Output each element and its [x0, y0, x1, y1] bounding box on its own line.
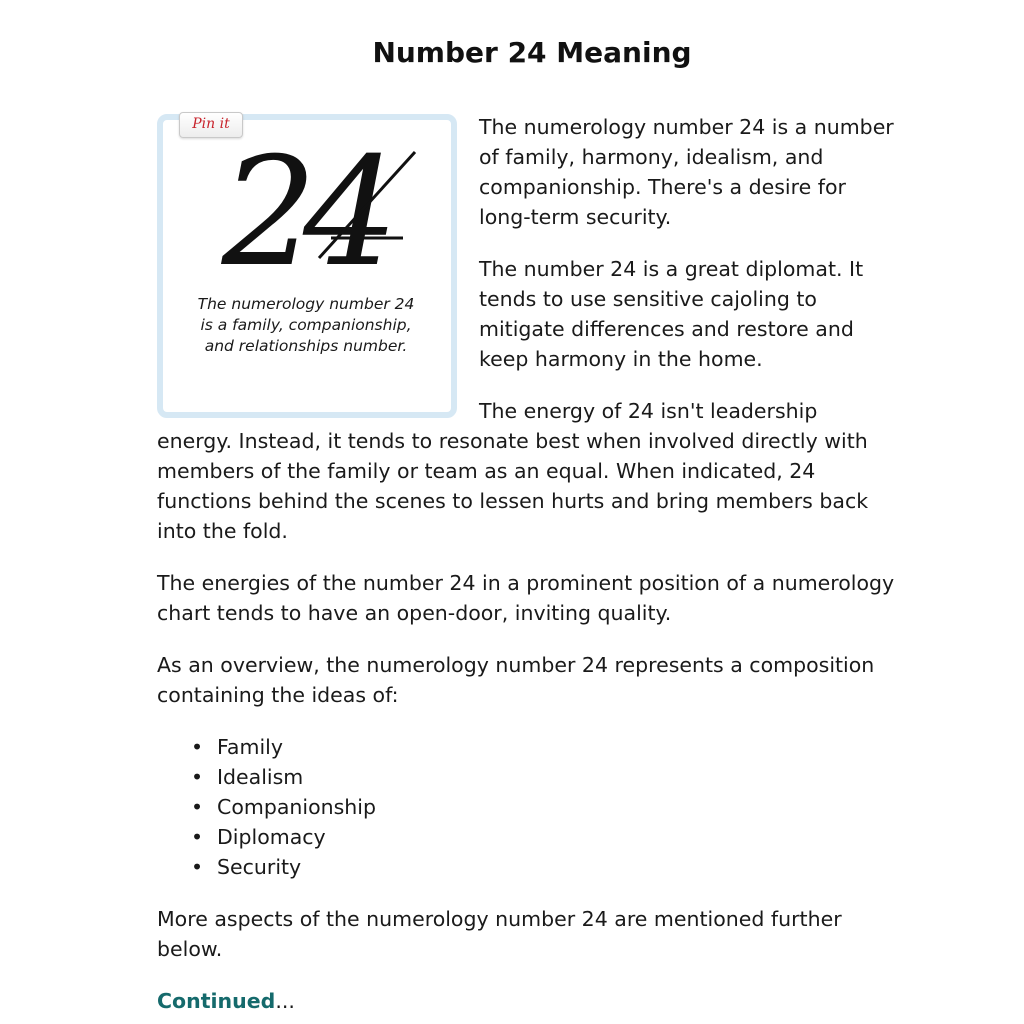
bullet-icon: • [191, 855, 204, 879]
list-item [191, 852, 897, 882]
list-item-label: Diplomacy [217, 825, 326, 849]
list-item-label: Idealism [217, 765, 304, 789]
list-item-label: Family [217, 735, 283, 759]
article-body [157, 112, 897, 1024]
article-figure [157, 112, 457, 422]
pin-it-button[interactable]: Pin it [179, 112, 243, 138]
number-24-graphic [191, 146, 425, 284]
continued-line [157, 986, 897, 1016]
figure-caption: The numerology number 24 is a family, companionship, and relationships number. [197, 295, 415, 355]
bullet-icon: • [191, 765, 204, 789]
list-item [191, 732, 897, 762]
bullet-icon: • [191, 735, 204, 759]
list-item [191, 822, 897, 852]
list-item [191, 792, 897, 822]
paragraph-1: The numerology number 24 is a number of family, harmony, idealism, and companionship. There's a desire for long-term security. [479, 115, 894, 229]
list-item-label: Companionship [217, 795, 377, 819]
bullet-icon: • [191, 825, 204, 849]
list-item-label: Security [217, 855, 302, 879]
number-24-glyphs: 24 [221, 146, 385, 284]
number-24-image [191, 146, 425, 284]
ideas-list [157, 732, 897, 882]
bullet-icon: • [191, 795, 204, 819]
continued-link[interactable]: Continued [157, 989, 276, 1013]
paragraph-2: The number 24 is a great diplomat. It tends to use sensitive cajoling to mitigate differences and restore and keep harmony in the home. [479, 257, 864, 371]
continued-ellipsis: ... [275, 989, 295, 1013]
paragraph-5: As an overview, the numerology number 24 represents a composition containing the ideas of: [157, 653, 875, 707]
paragraph-4: The energies of the number 24 in a prominent position of a numerology chart tends to have an open-door, inviting quality. [157, 571, 895, 625]
closing-paragraph: More aspects of the numerology number 24 are mentioned further below. [157, 907, 842, 961]
paragraph-3: The energy of 24 isn't leadership energy. Instead, it tends to resonate best when involved directly with members of the family or team as an equal. When indicated, 24 functions behind the scenes to lessen hurts and bring members back into the fold. [157, 399, 869, 543]
page-title: Number 24 Meaning [372, 36, 692, 69]
list-item [191, 762, 897, 792]
